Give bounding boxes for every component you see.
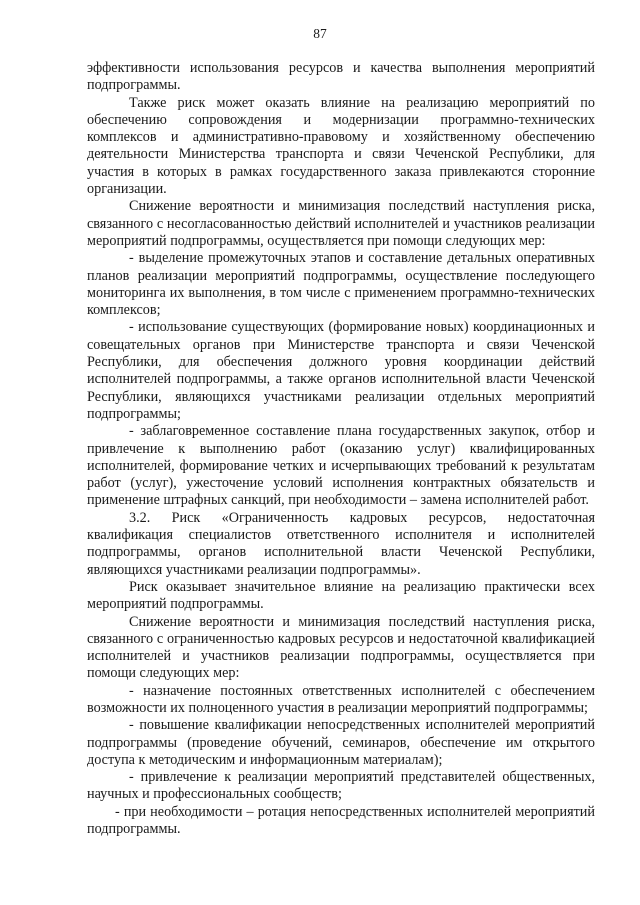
list-item: - привлечение к реализации мероприятий представителей общественных, научных и профессиональных сообществ;: [87, 769, 595, 803]
list-item: - использование существующих (формирование новых) координационных и совещательных органов при Министерстве транспорта и связи Чеченской Республики, для обеспечения должного уровня координации действий исполнителей подпрограммы, а также органов исполнительной власти Чеченской Республики, являющихся участниками реализации отдельных мероприятий подпрограммы;: [87, 319, 595, 422]
paragraph: эффективности использования ресурсов и качества выполнения мероприятий подпрограммы.: [87, 60, 595, 94]
list-item: - заблаговременное составление плана государственных закупок, отбор и привлечение к выполнению работ (оказанию услуг) квалифицированных исполнителей, формирование четких и исчерпывающих требований к результатам работ (услуг), ужесточение условий исполнения контрактных обязательств и применение штрафных санкций, при необходимости – замена исполнителей работ.: [87, 423, 595, 509]
paragraph: Риск оказывает значительное влияние на реализацию практически всех мероприятий подпрограммы.: [87, 578, 595, 613]
paragraph: Также риск может оказать влияние на реализацию мероприятий по обеспечению сопровождения и модернизации программно-технических комплексов и административно-правовому и хозяйственному обеспечению деятельности Министерства транспорта и связи Чеченской Республики, для участия в которых в рамках государственного заказа привлекаются сторонние организации.: [87, 94, 595, 198]
document-body: [87, 60, 595, 838]
paragraph: Снижение вероятности и минимизация последствий наступления риска, связанного с ограниченностью кадровых ресурсов и недостаточной квалификацией исполнителей и участников реализации подпрограммы, осуществляется при помощи следующих мер:: [87, 613, 595, 682]
list-item: - при необходимости – ротация непосредственных исполнителей мероприятий подпрограммы.: [87, 803, 595, 838]
section-heading: 3.2. Риск «Ограниченность кадровых ресурсов, недостаточная квалификация специалистов ответственного исполнителя и исполнителей подпрограммы, органов исполнительной власти Чеченской Республики, являющихся участниками реализации подпрограммы».: [87, 509, 595, 578]
list-item: - выделение промежуточных этапов и составление детальных оперативных планов реализации мероприятий подпрограммы, осуществление последующего мониторинга их выполнения, в том числе с применением программно-технических комплексов;: [87, 250, 595, 319]
paragraph: Снижение вероятности и минимизация последствий наступления риска, связанного с несогласованностью действий исполнителей и участников реализации мероприятий подпрограммы, осуществляется при помощи следующих мер:: [87, 198, 595, 249]
list-item: - назначение постоянных ответственных исполнителей с обеспечением возможности их полноценного участия в реализации мероприятий подпрограммы;: [87, 682, 595, 716]
page-number: 87: [313, 26, 327, 41]
list-item: - повышение квалификации непосредственных исполнителей мероприятий подпрограммы (проведение обучений, семинаров, обеспечение им открытого доступа к методическим и информационным материалам);: [87, 717, 595, 768]
